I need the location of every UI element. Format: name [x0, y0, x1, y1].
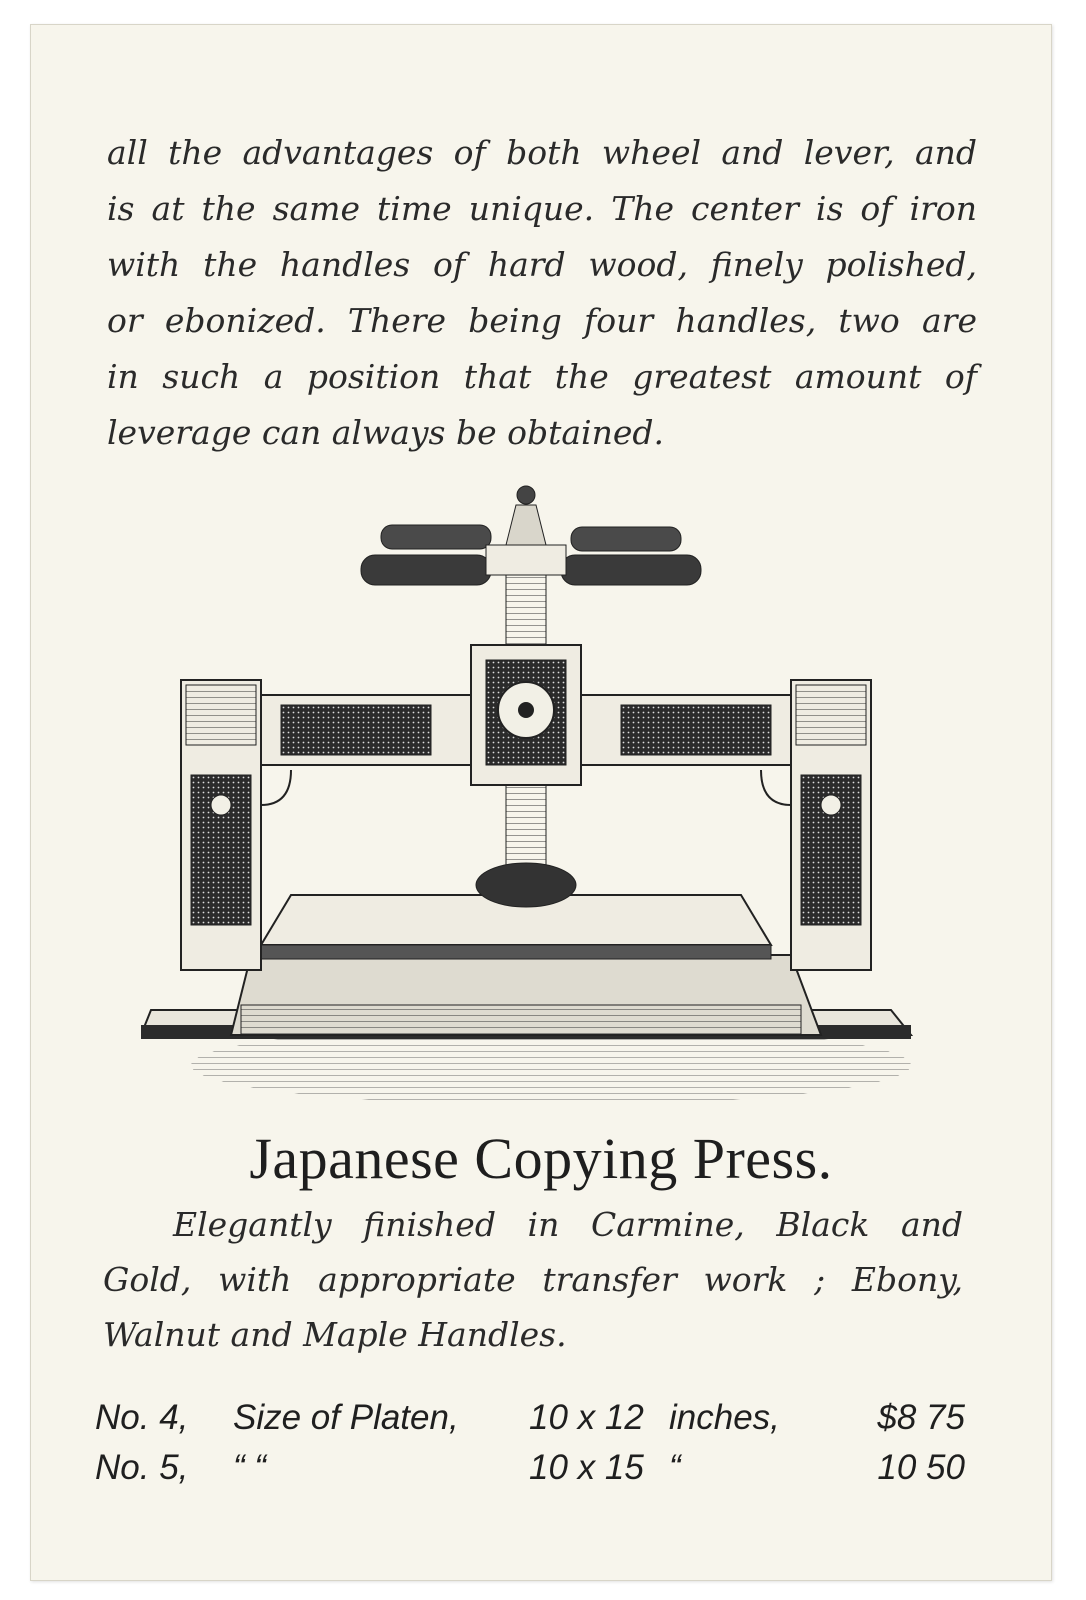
description-line: Elegantly finished in Carmine, Black and — [173, 1205, 963, 1244]
model-number: No. 5, — [95, 1448, 189, 1487]
intro-paragraph — [107, 125, 977, 461]
product-description — [103, 1197, 963, 1362]
price-row — [95, 1393, 965, 1443]
size-label: Size of Platen, — [233, 1398, 459, 1437]
description-line: Gold, with appropriate transfer work ; Ebony, — [103, 1260, 963, 1299]
platen-dimensions: 10 x 15 — [529, 1448, 644, 1487]
price-table — [95, 1393, 965, 1493]
intro-line: or ebonized. There being four handles, two are — [107, 301, 977, 340]
price: $8 75 — [877, 1398, 965, 1437]
copying-press-illustration — [141, 475, 921, 1135]
platen-dimensions: 10 x 12 — [529, 1398, 644, 1437]
product-title: Japanese Copying Press. — [249, 1126, 833, 1191]
intro-line: is at the same time unique. The center is of iron — [107, 189, 977, 228]
intro-line: with the handles of hard wood, finely polished, — [107, 245, 977, 284]
description-line: Walnut and Maple Handles. — [103, 1315, 567, 1354]
intro-line: all the advantages of both wheel and lever, and — [107, 133, 977, 172]
model-number: No. 4, — [95, 1398, 189, 1437]
size-label: “ “ — [233, 1448, 267, 1487]
price: 10 50 — [877, 1448, 965, 1487]
intro-line: leverage can always be obtained. — [107, 413, 664, 452]
intro-line: in such a position that the greatest amount of — [107, 357, 977, 396]
catalog-page — [30, 24, 1052, 1581]
price-row — [95, 1443, 965, 1493]
unit-label: inches, — [669, 1398, 780, 1437]
unit-label: “ — [669, 1448, 681, 1487]
